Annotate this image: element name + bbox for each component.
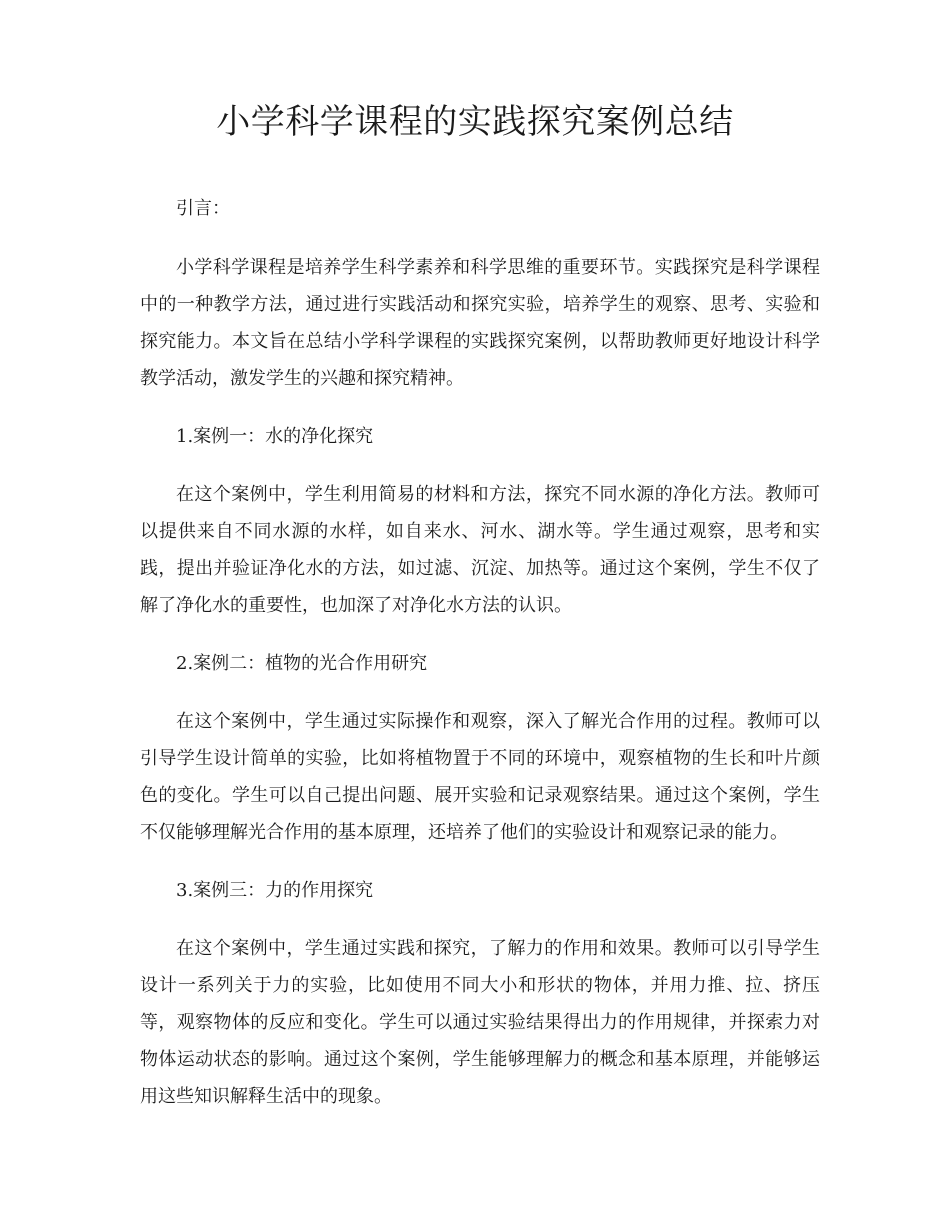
section-heading-1: 1.案例一：水的净化探究 bbox=[176, 426, 374, 447]
section-paragraph-1: 在这个案例中，学生利用简易的材料和方法，探究不同水源的净化方法。教师可以提供来自不同水源的水样，如自来水、河水、湖水等。学生通过观察，思考和实践，提出并验证净化水的方法，如过滤、沉淀、加热等。通过这个案例，学生不仅了解了净化水的重要性，也加深了对净化水方法的认识。 bbox=[140, 484, 820, 616]
document-body bbox=[140, 190, 820, 1115]
section-paragraph-2: 在这个案例中，学生通过实际操作和观察，深入了解光合作用的过程。教师可以引导学生设计简单的实验，比如将植物置于不同的环境中，观察植物的生长和叶片颜色的变化。学生可以自己提出问题、展开实验和记录观察结果。通过这个案例，学生不仅能够理解光合作用的基本原理，还培养了他们的实验设计和观察记录的能力。 bbox=[140, 711, 820, 843]
section-paragraph-3: 在这个案例中，学生通过实践和探究，了解力的作用和效果。教师可以引导学生设计一系列关于力的实验，比如使用不同大小和形状的物体，并用力推、拉、挤压等，观察物体的反应和变化。学生可以通过实验结果得出力的作用规律，并探索力对物体运动状态的影响。通过这个案例，学生能够理解力的概念和基本原理，并能够运用这些知识解释生活中的现象。 bbox=[140, 938, 820, 1107]
section-heading-3: 3.案例三：力的作用探究 bbox=[176, 880, 374, 901]
document-title: 小学科学课程的实践探究案例总结 bbox=[216, 102, 734, 142]
intro-paragraph: 小学科学课程是培养学生科学素养和科学思维的重要环节。实践探究是科学课程中的一种教学方法，通过进行实践活动和探究实验，培养学生的观察、思考、实验和探究能力。本文旨在总结小学科学课程的实践探究案例，以帮助教师更好地设计科学教学活动，激发学生的兴趣和探究精神。 bbox=[140, 257, 820, 389]
section-heading-2: 2.案例二：植物的光合作用研究 bbox=[176, 653, 428, 674]
intro-label: 引言： bbox=[176, 198, 230, 219]
